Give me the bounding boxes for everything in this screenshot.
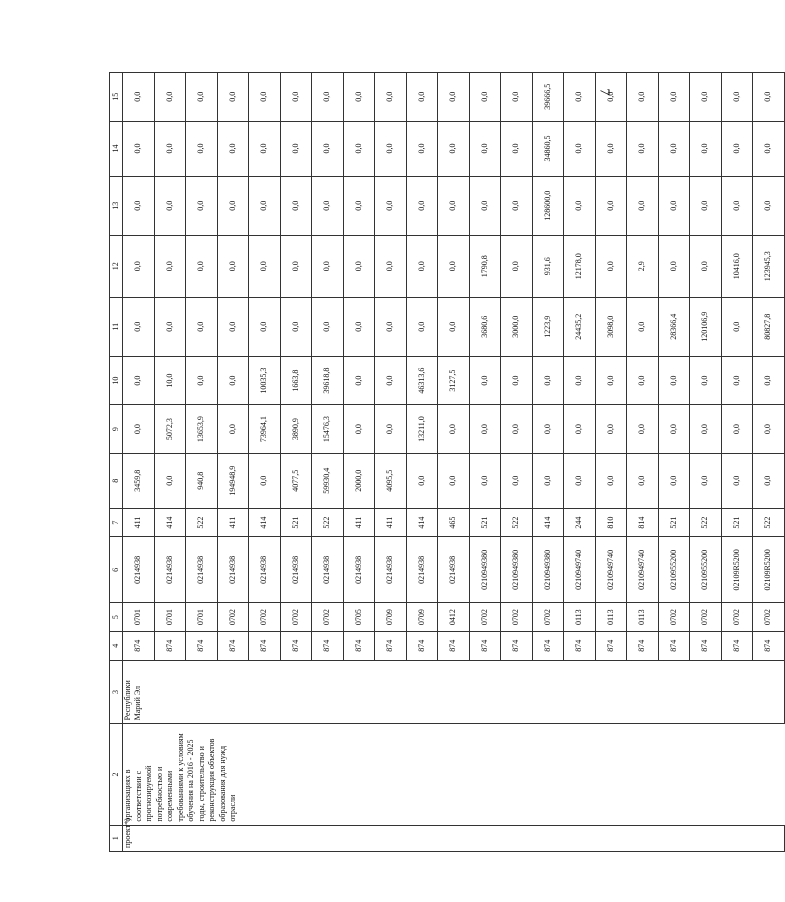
data-cell: 0,0 <box>532 356 564 404</box>
data-cell: 0,0 <box>343 176 375 235</box>
data-cell: 874 <box>375 631 407 660</box>
data-cell: 0,0 <box>217 235 249 297</box>
data-cell: 0,0 <box>721 356 753 404</box>
data-cell: 0,0 <box>123 121 155 176</box>
data-cell: 28366,4 <box>658 297 690 356</box>
data-cell: 10035,3 <box>249 356 281 404</box>
data-cell: 0702 <box>753 603 785 632</box>
data-cell: 0,0 <box>627 297 659 356</box>
data-cell: 0,0 <box>501 453 533 508</box>
column-header: 13 <box>110 176 123 235</box>
data-cell: 0,0 <box>658 405 690 453</box>
data-cell: 0,0 <box>564 176 596 235</box>
data-cell: 0214938 <box>438 537 470 603</box>
data-cell: 0,0 <box>123 356 155 404</box>
data-cell: 0,0 <box>406 121 438 176</box>
data-cell: 0210949740 <box>595 537 627 603</box>
data-cell: 0,0 <box>438 176 470 235</box>
data-cell: 0,0 <box>343 356 375 404</box>
data-cell: 0210949380 <box>469 537 501 603</box>
data-cell: 0,0 <box>217 121 249 176</box>
data-cell: 3680,6 <box>469 297 501 356</box>
data-cell: 810 <box>595 508 627 537</box>
data-cell: 244 <box>564 508 596 537</box>
data-cell: 0214938 <box>375 537 407 603</box>
data-cell: 874 <box>658 631 690 660</box>
data-cell: 0,0 <box>721 121 753 176</box>
column-header: 9 <box>110 405 123 453</box>
data-cell: 0,0 <box>595 405 627 453</box>
data-cell: 0702 <box>217 603 249 632</box>
data-cell: 0,0 <box>658 235 690 297</box>
data-cell: 874 <box>123 631 155 660</box>
description-cell: организациях в соответствии с прогнозируемой потребностью и современными требованиями к условиям обучения на 2016 - 2025 годы, строительство и реконструкция объектов образования для нужд отрасли <box>123 724 785 825</box>
data-cell: 0,0 <box>690 356 722 404</box>
data-cell: 0,0 <box>627 176 659 235</box>
data-cell: 0214938 <box>406 537 438 603</box>
data-cell: 0,0 <box>469 121 501 176</box>
data-cell: 0210955200 <box>690 537 722 603</box>
data-cell: 0,0 <box>658 176 690 235</box>
data-cell: 522 <box>186 508 218 537</box>
data-cell: 0,0 <box>595 73 627 122</box>
column-header: 2 <box>110 724 123 825</box>
data-cell: 874 <box>595 631 627 660</box>
data-cell: 0,0 <box>595 176 627 235</box>
data-cell: 0,0 <box>343 73 375 122</box>
data-cell: 0,0 <box>501 121 533 176</box>
data-cell: 0702 <box>312 603 344 632</box>
data-cell: 521 <box>721 508 753 537</box>
data-cell: 0,0 <box>690 73 722 122</box>
data-cell: 0,0 <box>154 176 186 235</box>
data-cell: 0,0 <box>123 73 155 122</box>
data-cell: 59930,4 <box>312 453 344 508</box>
data-cell: 0702 <box>721 603 753 632</box>
data-cell: 1223,9 <box>532 297 564 356</box>
data-cell: 4095,5 <box>375 453 407 508</box>
page-number: 7 <box>596 88 612 96</box>
data-cell: 0,0 <box>249 297 281 356</box>
data-cell: 3890,9 <box>280 405 312 453</box>
data-cell: 24435,2 <box>564 297 596 356</box>
column-header: 12 <box>110 235 123 297</box>
data-cell: 465 <box>438 508 470 537</box>
data-cell: 0,0 <box>690 405 722 453</box>
data-cell: 3459,8 <box>123 453 155 508</box>
column-header: 1 <box>110 825 123 851</box>
data-cell: 34860,5 <box>532 121 564 176</box>
data-cell: 0,0 <box>375 356 407 404</box>
data-cell: 0,0 <box>627 405 659 453</box>
data-cell: 0,0 <box>721 73 753 122</box>
data-cell: 0,0 <box>123 235 155 297</box>
column-header: 4 <box>110 631 123 660</box>
data-cell: 414 <box>532 508 564 537</box>
data-cell: 874 <box>280 631 312 660</box>
column-header: 6 <box>110 537 123 603</box>
data-cell: 411 <box>343 508 375 537</box>
data-cell: 128600,0 <box>532 176 564 235</box>
data-cell: 0,0 <box>469 176 501 235</box>
data-cell: 0,0 <box>690 176 722 235</box>
data-cell: 0,0 <box>595 235 627 297</box>
data-cell: 0,0 <box>280 235 312 297</box>
column-header: 11 <box>110 297 123 356</box>
data-cell: 0,0 <box>123 297 155 356</box>
data-cell: 0,0 <box>658 356 690 404</box>
column-header: 7 <box>110 508 123 537</box>
data-cell: 0,0 <box>343 235 375 297</box>
data-cell: 0,0 <box>186 297 218 356</box>
data-cell: 0,0 <box>564 405 596 453</box>
data-cell: 874 <box>690 631 722 660</box>
data-cell: 0702 <box>658 603 690 632</box>
data-cell: 874 <box>249 631 281 660</box>
data-cell: 0702 <box>532 603 564 632</box>
data-cell: 194948,9 <box>217 453 249 508</box>
data-cell: 0705 <box>343 603 375 632</box>
data-cell: 0113 <box>564 603 596 632</box>
data-cell: 0,0 <box>375 73 407 122</box>
data-cell: 0,0 <box>501 176 533 235</box>
data-cell: 123945,3 <box>753 235 785 297</box>
data-cell: 0113 <box>627 603 659 632</box>
column-header: 5 <box>110 603 123 632</box>
header-row <box>110 73 123 852</box>
data-cell: 0214938 <box>186 537 218 603</box>
column-header: 10 <box>110 356 123 404</box>
data-cell: 0,0 <box>217 297 249 356</box>
data-cell: 0702 <box>501 603 533 632</box>
data-cell: 1790,8 <box>469 235 501 297</box>
data-cell: 0214938 <box>343 537 375 603</box>
data-cell: 0,0 <box>406 235 438 297</box>
data-cell: 0,0 <box>406 176 438 235</box>
data-cell: 0701 <box>123 603 155 632</box>
data-cell: 0,0 <box>627 453 659 508</box>
data-cell: 0,0 <box>753 176 785 235</box>
data-cell: 931,6 <box>532 235 564 297</box>
data-cell: 0,0 <box>721 453 753 508</box>
data-cell: 0210949380 <box>501 537 533 603</box>
data-cell: 0,0 <box>469 405 501 453</box>
data-cell: 0,0 <box>627 73 659 122</box>
data-cell: 874 <box>438 631 470 660</box>
data-cell: 521 <box>658 508 690 537</box>
data-cell: 522 <box>312 508 344 537</box>
data-cell: 0,0 <box>690 453 722 508</box>
data-cell: 0,0 <box>312 176 344 235</box>
data-cell: 0,0 <box>501 235 533 297</box>
data-cell: 0,0 <box>280 73 312 122</box>
data-cell: 39618,8 <box>312 356 344 404</box>
data-cell: 02109R5200 <box>753 537 785 603</box>
data-cell: 0113 <box>595 603 627 632</box>
data-cell: 874 <box>469 631 501 660</box>
data-cell: 10,0 <box>154 356 186 404</box>
data-cell: 0,0 <box>375 176 407 235</box>
data-cell: 0214938 <box>280 537 312 603</box>
data-cell: 0,0 <box>438 235 470 297</box>
data-cell: 0,0 <box>627 356 659 404</box>
data-cell: 0702 <box>249 603 281 632</box>
data-cell: 874 <box>721 631 753 660</box>
data-cell: 0,0 <box>753 73 785 122</box>
data-cell: 0,0 <box>690 235 722 297</box>
data-cell: 0,0 <box>438 73 470 122</box>
data-cell: 0210949740 <box>564 537 596 603</box>
column-header: 8 <box>110 453 123 508</box>
data-cell: 0,0 <box>249 453 281 508</box>
data-cell: 0,0 <box>186 121 218 176</box>
data-cell: 0210949380 <box>532 537 564 603</box>
column-header: 14 <box>110 121 123 176</box>
data-cell: 521 <box>280 508 312 537</box>
data-cell: 0,0 <box>469 453 501 508</box>
data-cell: 4077,5 <box>280 453 312 508</box>
data-cell: 874 <box>217 631 249 660</box>
data-cell: 12178,0 <box>564 235 596 297</box>
data-cell: 0709 <box>406 603 438 632</box>
data-cell: 0,0 <box>721 297 753 356</box>
data-cell: 0,0 <box>123 405 155 453</box>
data-cell: 874 <box>154 631 186 660</box>
data-cell: 0214938 <box>123 537 155 603</box>
data-cell: 3098,0 <box>595 297 627 356</box>
data-cell: 0,0 <box>375 297 407 356</box>
data-cell: 0702 <box>469 603 501 632</box>
data-cell: 0,0 <box>375 121 407 176</box>
data-cell: 0,0 <box>438 453 470 508</box>
data-cell: 0,0 <box>501 356 533 404</box>
data-cell: 0210949740 <box>627 537 659 603</box>
data-cell: 874 <box>186 631 218 660</box>
data-cell: 0,0 <box>217 405 249 453</box>
data-cell: 0,0 <box>249 176 281 235</box>
data-cell: 0,0 <box>532 405 564 453</box>
data-cell: 0,0 <box>312 121 344 176</box>
data-cell: 0,0 <box>438 297 470 356</box>
data-cell: 0,0 <box>406 453 438 508</box>
data-cell: 0,0 <box>154 235 186 297</box>
data-cell: 0,0 <box>312 297 344 356</box>
data-cell: 0701 <box>186 603 218 632</box>
data-cell: 0,0 <box>217 356 249 404</box>
data-cell: 0,0 <box>595 453 627 508</box>
data-cell: 10416,0 <box>721 235 753 297</box>
data-cell: 0214938 <box>312 537 344 603</box>
data-cell: 0,0 <box>753 121 785 176</box>
data-cell: 2,9 <box>627 235 659 297</box>
data-cell: 0,0 <box>249 73 281 122</box>
data-cell: 0,0 <box>375 235 407 297</box>
data-cell: 0,0 <box>406 297 438 356</box>
data-cell: 0,0 <box>312 73 344 122</box>
data-cell: 874 <box>312 631 344 660</box>
data-cell: 0,0 <box>469 73 501 122</box>
data-cell: 0709 <box>375 603 407 632</box>
data-cell: 0,0 <box>249 121 281 176</box>
data-cell: 0,0 <box>438 121 470 176</box>
data-cell: 411 <box>123 508 155 537</box>
data-cell: 0,0 <box>564 356 596 404</box>
data-cell: 0,0 <box>627 121 659 176</box>
data-cell: 814 <box>627 508 659 537</box>
data-cell: 874 <box>406 631 438 660</box>
data-cell: 0,0 <box>753 356 785 404</box>
data-cell: 0,0 <box>249 235 281 297</box>
data-cell: 0,0 <box>154 121 186 176</box>
data-cell: 0,0 <box>280 297 312 356</box>
data-cell: 414 <box>406 508 438 537</box>
data-cell: 0,0 <box>564 453 596 508</box>
data-cell: 13211,0 <box>406 405 438 453</box>
data-cell: 73964,1 <box>249 405 281 453</box>
data-cell: 414 <box>154 508 186 537</box>
data-cell: 0,0 <box>438 405 470 453</box>
data-cell: 3000,0 <box>501 297 533 356</box>
data-cell: 521 <box>469 508 501 537</box>
data-cell: 0210955200 <box>658 537 690 603</box>
data-cell: 0214938 <box>217 537 249 603</box>
data-cell: 414 <box>249 508 281 537</box>
data-cell: 874 <box>627 631 659 660</box>
data-cell: 0702 <box>280 603 312 632</box>
data-cell: 46313,6 <box>406 356 438 404</box>
data-cell: 2000,0 <box>343 453 375 508</box>
data-cell: 13653,9 <box>186 405 218 453</box>
data-cell: 0,0 <box>343 297 375 356</box>
data-cell: 0214938 <box>154 537 186 603</box>
data-cell: 120106,9 <box>690 297 722 356</box>
data-cell: 411 <box>217 508 249 537</box>
data-cell: 3127,5 <box>438 356 470 404</box>
data-cell: 0,0 <box>501 73 533 122</box>
data-cell: 0,0 <box>658 121 690 176</box>
data-cell: 411 <box>375 508 407 537</box>
data-cell: 0,0 <box>186 176 218 235</box>
data-cell: 15476,3 <box>312 405 344 453</box>
data-cell: 0,0 <box>469 356 501 404</box>
data-cell: 0,0 <box>312 235 344 297</box>
data-cell: 0,0 <box>658 73 690 122</box>
data-cell: 0,0 <box>154 73 186 122</box>
data-cell: 522 <box>753 508 785 537</box>
data-cell: 0,0 <box>280 121 312 176</box>
data-cell: 940,8 <box>186 453 218 508</box>
data-cell: 0,0 <box>532 453 564 508</box>
data-cell: 0,0 <box>406 73 438 122</box>
data-cell: 0,0 <box>564 121 596 176</box>
data-cell: 0,0 <box>595 121 627 176</box>
data-cell: 0,0 <box>690 121 722 176</box>
data-cell: 0,0 <box>186 356 218 404</box>
data-cell: 0214938 <box>249 537 281 603</box>
data-cell: 522 <box>501 508 533 537</box>
data-cell: 0,0 <box>501 405 533 453</box>
data-cell: 0,0 <box>217 176 249 235</box>
data-cell: 874 <box>532 631 564 660</box>
budget-table <box>109 72 785 852</box>
data-cell: 0,0 <box>753 453 785 508</box>
data-cell: 0412 <box>438 603 470 632</box>
table-row <box>123 73 155 852</box>
column-header: 15 <box>110 73 123 122</box>
data-cell: 0,0 <box>154 297 186 356</box>
rotated-table-wrapper <box>109 72 773 852</box>
data-cell: 02109R5200 <box>721 537 753 603</box>
organization-cell: Республики Марий Эл <box>123 660 785 724</box>
data-cell: 5072,3 <box>154 405 186 453</box>
data-cell: 0,0 <box>564 73 596 122</box>
data-cell: 874 <box>753 631 785 660</box>
data-cell: 0,0 <box>343 121 375 176</box>
data-cell: 0,0 <box>375 405 407 453</box>
data-cell: 0701 <box>154 603 186 632</box>
data-cell: 0,0 <box>721 405 753 453</box>
data-cell: 0702 <box>690 603 722 632</box>
data-cell: 80827,8 <box>753 297 785 356</box>
data-cell: 874 <box>501 631 533 660</box>
data-cell: 522 <box>690 508 722 537</box>
data-cell: 0,0 <box>721 176 753 235</box>
data-cell: 874 <box>564 631 596 660</box>
data-cell: 0,0 <box>217 73 249 122</box>
table-body <box>123 73 785 852</box>
data-cell: 39666,5 <box>532 73 564 122</box>
data-cell: 0,0 <box>123 176 155 235</box>
data-cell: 0,0 <box>343 405 375 453</box>
data-cell: 874 <box>343 631 375 660</box>
data-cell: 1663,8 <box>280 356 312 404</box>
data-cell: 0,0 <box>154 453 186 508</box>
data-cell: 0,0 <box>186 73 218 122</box>
data-cell: 0,0 <box>658 453 690 508</box>
data-cell: 0,0 <box>280 176 312 235</box>
row-type-cell: проект*) <box>123 825 785 851</box>
data-cell: 0,0 <box>186 235 218 297</box>
column-header: 3 <box>110 660 123 724</box>
data-cell: 0,0 <box>753 405 785 453</box>
data-cell: 0,0 <box>595 356 627 404</box>
